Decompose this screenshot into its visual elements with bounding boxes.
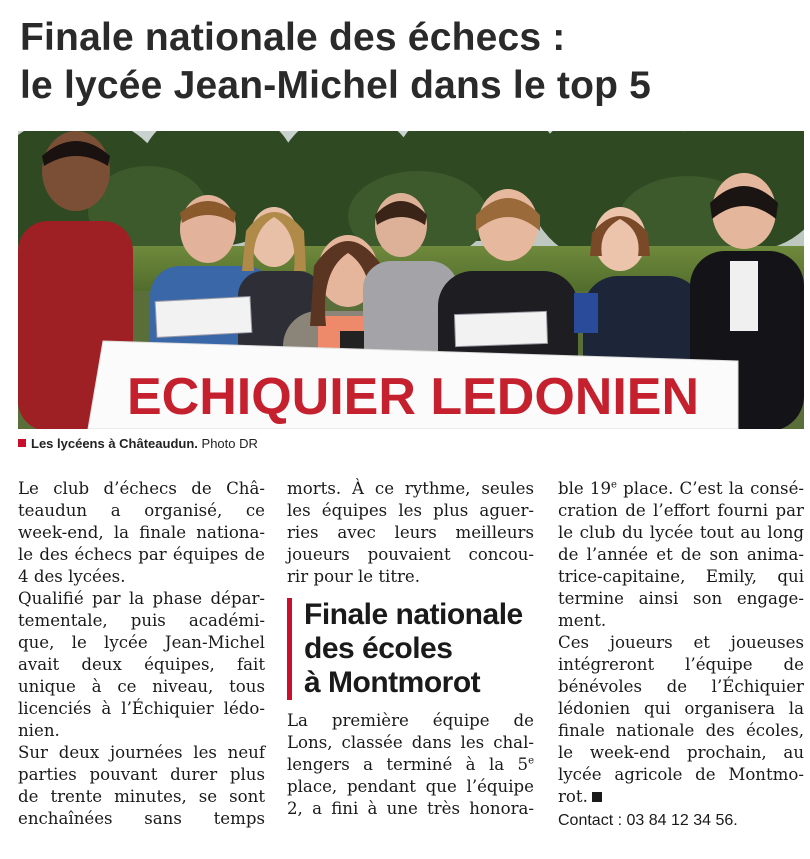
text-line: de l’année et de son anima- [558, 545, 804, 564]
text-fragment: ble 19 [558, 479, 612, 498]
text-line: le week-end prochain, au [558, 743, 804, 762]
text-line: unique à ce niveau, tous [18, 677, 265, 696]
text-line: week-end, la finale nationa- [18, 523, 265, 542]
paragraph [18, 588, 265, 742]
text-line: parties pouvant durer plus [18, 765, 265, 784]
text-fragment: rot. [558, 787, 588, 806]
article-photo [18, 131, 804, 429]
article-column-2 [287, 478, 534, 820]
text-line: lédonien qui organisera la [558, 699, 804, 718]
headline-line-2: le lycée Jean-Michel dans le top 5 [20, 64, 652, 107]
text-line: lycée agricole de Montmo- [558, 765, 804, 784]
caption-credit: Photo DR [201, 436, 258, 451]
superscript: e [528, 755, 534, 767]
section-subheading [287, 598, 534, 700]
text-line: Sur deux journées les neuf [18, 743, 265, 762]
text-line [558, 786, 804, 808]
caption-text: Les lycéens à Châteaudun. [31, 436, 198, 451]
contact-line: Contact : 03 84 12 34 56. [558, 812, 738, 829]
text-line: ries avec leurs meilleurs [287, 523, 534, 542]
text-line: bénévoles de l’Échiquier [558, 677, 804, 696]
text-line: de trente minutes, se sont [18, 787, 265, 806]
paragraph [558, 632, 804, 808]
text-line: Qualifié par la phase dépar- [18, 589, 265, 608]
photo-caption [18, 436, 258, 451]
text-fragment: place. C’est la consé- [616, 479, 804, 498]
text-line: que, le lycée Jean-Michel [18, 633, 265, 652]
text-line: Ces joueurs et joueuses [558, 633, 804, 652]
photo-illustration [18, 131, 804, 429]
text-line: Lons, classée dans les chal- [287, 733, 534, 752]
text-line: cration de l’effort fourni par [558, 501, 804, 520]
text-line: trice-capitaine, Emily, qui [558, 567, 804, 586]
text-line: teaudun a organisé, ce [18, 501, 265, 520]
text-line: 4 des lycées. [18, 567, 126, 586]
text-fragment: lengers a terminé à la 5 [287, 755, 529, 774]
text-line: le club du lycée tout au long [558, 523, 804, 542]
text-line: le des échecs par équipes de [18, 545, 265, 564]
text-line: rir pour le titre. [287, 567, 421, 586]
text-line [558, 478, 804, 500]
text-line [287, 754, 534, 776]
headline [20, 14, 800, 110]
text-line: place, pendant que l’équipe [287, 777, 534, 796]
text-line: finale nationale des écoles, [558, 721, 804, 740]
superscript: e [611, 479, 617, 491]
text-line: termine ainsi son engage- [558, 589, 804, 608]
caption-square-icon [18, 439, 26, 447]
text-line: morts. À ce rythme, seules [287, 479, 534, 498]
paragraph [18, 478, 265, 588]
text-line: La première équipe de [287, 711, 534, 730]
end-mark-icon [592, 792, 602, 802]
text-line: licenciés à l’Échiquier lédo- [18, 699, 265, 718]
article-column-1 [18, 478, 265, 830]
text-line: 2, a fini à une très honora- [287, 799, 534, 818]
text-line: tementale, puis académi- [18, 611, 265, 630]
text-line: intégreront l’équipe de [558, 655, 804, 674]
text-line: nien. [18, 721, 60, 740]
paragraph [287, 710, 534, 820]
subheading-line: Finale nationale [304, 598, 523, 631]
text-line: Le club d’échecs de Châ- [18, 479, 265, 498]
paragraph [287, 478, 534, 588]
subheading-line: à Montmorot [304, 666, 481, 699]
banner-text: ECHIQUIER LEDONIEN [126, 368, 700, 426]
text-line: joueurs pouvaient concou- [287, 545, 534, 564]
text-line: ment. [558, 611, 607, 630]
text-line: avait deux équipes, fait [18, 655, 265, 674]
headline-line-1: Finale nationale des échecs : [20, 16, 566, 59]
paragraph [18, 742, 265, 830]
text-line: les équipes les plus aguer- [287, 501, 534, 520]
subheading-line: des écoles [304, 632, 453, 665]
paragraph [558, 478, 804, 632]
article-column-3 [558, 478, 804, 832]
text-line: enchaînées sans temps [18, 809, 265, 828]
